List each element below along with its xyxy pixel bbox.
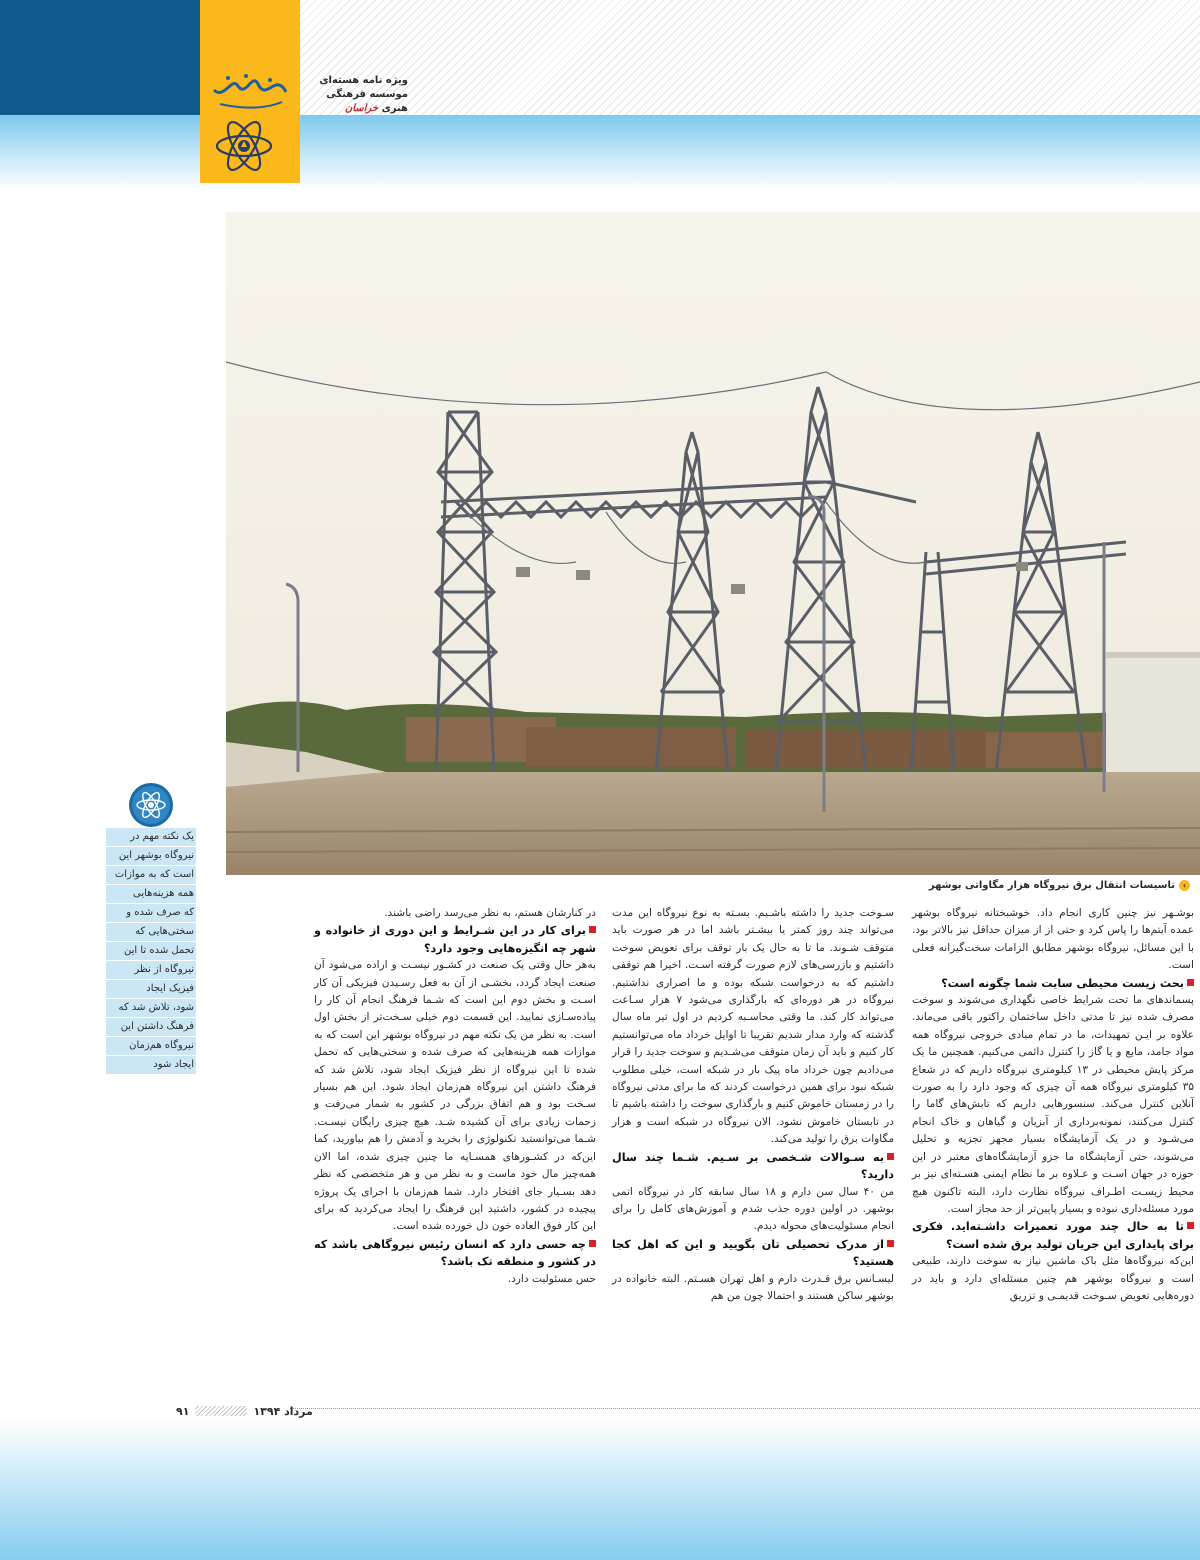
body-paragraph: این‌که نیروگاه‌ها مثل باک ماشین نیاز به سوخت دارند، طبیعی است و نیروگاه بوشهر هم چنین مسئله‌ای دارد و باید در دوره‌هایی تعویض سـوخت قدیمـی و تزریق <box>912 1255 1194 1302</box>
header-hatch-pattern <box>300 0 1200 115</box>
header-sky-gradient <box>0 115 1200 190</box>
masthead-line2-accent: خراسان <box>344 103 379 114</box>
pull-quote-line: است که به موازات <box>106 866 196 884</box>
body-paragraph: بوشـهر نیز چنین کاری انجام داد. خوشبختانه نیروگاه بوشهر عمده آیتم‌ها را پاس کرد و حتی از از میزان حداقل نیز بالاتر بود. با این مسائل، نیروگاه بوشهر مطابق الزامات سخت‌گیرانه فعلی است. <box>912 907 1194 972</box>
issue-date: مرداد ۱۳۹۴ <box>253 1404 313 1418</box>
substation-photo <box>226 212 1200 875</box>
footer-rule <box>290 1408 1200 1409</box>
publication-logo-icon <box>206 62 294 116</box>
interview-question: برای کار در این شـرایط و این دوری از خانواده و شهر چه انگیزه‌هایی وجود دارد؟ <box>314 922 596 957</box>
pull-quote-line: فیزیک ایجاد <box>106 980 196 998</box>
folio-separator <box>195 1406 247 1416</box>
pull-quote-line: شود، تلاش شد که <box>106 999 196 1017</box>
body-paragraph: حس مسئولیت دارد. <box>507 1272 596 1285</box>
photo-caption-text: تاسیسات انتقال برق نیروگاه هزار مگاواتی بوشهر <box>928 880 1175 891</box>
pull-quote-line: تحمل شده تا این <box>106 942 196 960</box>
pull-quote-line: فرهنگ داشتن این <box>106 1018 196 1036</box>
pull-quote-line: نیروگاه بوشهر این <box>106 847 196 865</box>
masthead-title <box>300 74 408 116</box>
body-paragraph: در کنارشان هستم، به نظر می‌رسد راضی باشند. <box>384 907 596 919</box>
interview-question: چه حسی دارد که انسان رئیس نیروگاهی باشد که در کشور و منطقه تک باشد؟ <box>314 1236 596 1271</box>
masthead-line2-text: موسسه فرهنگی هنری <box>326 89 408 114</box>
header-navy-band <box>0 0 200 115</box>
interview-question: از مدرک تحصیلی تان بگویید و این که اهل کجا هستید؟ <box>612 1236 894 1271</box>
interview-question: بحث زیست محیطی سایت شما چگونه است؟ <box>912 975 1194 992</box>
interview-question: به سـوالات شـخصی بر سـیم. شـما چند سال دارید؟ <box>612 1149 894 1184</box>
atom-icon <box>214 116 274 176</box>
folio <box>176 1402 313 1420</box>
body-paragraph: به‌هر حال وقتی یک صنعت در کشـور نیسـت و اراده می‌شود آن صنعت ایجاد گردد، بخشـی از آن به فعل رسـیدن فیزیکی آن کار اسـت و بخش دوم این است که شـما فرهنگ انجام آن کار را پیاده‌سـازی نمایید. این قسمت دوم خیلی سـخت‌تر از بخش اول است. به نظر من یک نکته مهم در نیروگاه بوشهر این است که به موازات همه هزینه‌هایی که صرف شده و سختی‌هایی که تحمل شده تا این نیروگاه از نظر فیزیک ایجاد شود، تلاش شد که فرهنگ داشتن این نیروگاه هم‌زمان ایجاد شود. این هم بسیار سـخت بود و هم اتفاق بزرگی در کشور به شمار می‌رفت و زحمات زیادی برای آن کشیده شـد. هیچ چیزی رایگان نیسـت. شـما می‌توانستید تکنولوژی را بخرید و آدمش را هم بیاورید، کما این‌که در کشـورهای همسـایه ما چنین چیزی شده، اما الان همه‌چیز مال خود ماست و به نظر من و هر متخصصی که نظر دهد بسـیار جای افتخار دارد. شما هم‌زمان با اجرای یک پروژه پیچیده در کشور، داشتید این فرهنگ را ایجاد می‌کردید که برای این کار فوق العاده خون دل خورده شده است. <box>314 959 596 1233</box>
atom-badge-icon <box>128 782 174 828</box>
pull-quote-line: ایجاد شود <box>106 1056 196 1074</box>
pull-quote-line: سختی‌هایی که <box>106 923 196 941</box>
body-paragraph: لیسـانس برق قـدرت دارم و اهل تهران هسـتم. البته خانواده در بوشهر ساکن هستند و احتمالا چون من هم <box>612 1272 894 1302</box>
body-paragraph: سـوخت جدید را داشته باشـیم. بسـته به نوع نیروگاه این مدت می‌تواند چند روز کمتر یا بیشـتر باشد اما در هر صورت باید متوقف شـوند. ما تا به حال یک بار توقف برای تعویض سوخت داشتیم و بازرسی‌های لازم صورت گرفته اسـت. اخیرا هم توقفی داشتیم که به درخواست شبکه بوده و ما اصراری نداشتیم. نیروگاه در هر دوره‌ای که بارگذاری می‌شود ۷ هزار سـاعت می‌تواند کار کند. ما وقتی محاسـبه کردیم در اول تیر ماه سال گذشته که وارد مدار شدیم تقریبا تا اوایل خرداد ماه می‌توانستیم کار کنیم و باید آن زمان متوقف می‌شـدیم و سوخت جدید را قرار می‌دادیم چون خرداد ماه پیک بار در شبکه است، خیلی مطلوب شبکه نبود برای همین درخواست کردند که ما برای مدتی نیروگاه را در زمستان خاموش کنیم و بارگذاری سوخت را داشته باشیم تا در تابستان خاموش نشود. الان نیروگاه در شبکه است و هزار مگاوات برق را تولید می‌کند. <box>612 907 894 1146</box>
text-column-1 <box>912 905 1194 1305</box>
body-paragraph: پسماندهای ما تحت شرایط خاصی نگهداری می‌شوند و سوخت مصرف شده نیز تا مدتی داخل ساختمان راکتور باقی می‌ماند. علاوه بر ایـن تمهیدات، ما در تمام مبادی خروجی نیروگاه همه مواد جامد، مایع و یا گاز را کنترل دائمی می‌کنیم. همچنین ما یک مرکز پایش محیطی در ۱۳ کیلومتری نیروگاه داریم که در شعاع ۳۵ کیلومتری نیروگاه همه آن چیزی که وجود دارد را به صورت آنلاین کنترل می‌کند. سنسورهایی داریم که تابش‌های گاما را کنترل می‌کنند، نمونه‌برداری از آبزیان و گیاهان و خاک انجام می‌شـود و در یک آزمایشگاه بسیار مجهز تجزیه و تحلیل می‌شوند، حتی آزمایشگاه ما جزو آزمایشگاه‌های معتبر در این حوزه در جهان اسـت و عـلاوه بر ما نظام ایمنی هسـته‌ای نیز بر محیط زیسـت اطـراف نیروگاه نظارت دارد، البته تاکنون هیچ مورد مسئله‌داری نبوده و بسیار پایین‌تر از حد مجاز است. <box>912 994 1194 1215</box>
pull-quote-line: همه هزینه‌هایی <box>106 885 196 903</box>
masthead-line1: ویژه نامه هسته‌ای <box>319 75 408 86</box>
page-number: ۹۱ <box>176 1404 190 1418</box>
caption-marker-icon: › <box>1179 880 1190 891</box>
text-column-3 <box>314 905 596 1288</box>
substation-photo-image <box>226 212 1200 875</box>
text-column-2 <box>612 905 894 1305</box>
pull-quote-line: که صرف شده و <box>106 904 196 922</box>
masthead-line2 <box>300 88 408 116</box>
pull-quote-line: نیروگاه هم‌زمان <box>106 1037 196 1055</box>
photo-caption <box>640 880 1190 891</box>
pull-quote-line: نیروگاه از نظر <box>106 961 196 979</box>
masthead-badge <box>200 0 300 183</box>
pull-quote-line: یک نکته مهم در <box>106 828 196 846</box>
footer-sky-gradient <box>0 1418 1200 1560</box>
pull-quote <box>106 828 196 1075</box>
interview-question: تا به حال چند مورد تعمیرات داشـته‌اید. فکری برای پایداری این جریان تولید برق شده است؟ <box>912 1218 1194 1253</box>
body-paragraph: من ۴۰ سال سن دارم و ۱۸ سال سابقه کار در نیروگاه اتمی بوشهر. در اولین دوره جذب شدم و آموزش‌های کامل را برای انجام مسئولیت‌های محوله دیدم. <box>612 1185 895 1233</box>
